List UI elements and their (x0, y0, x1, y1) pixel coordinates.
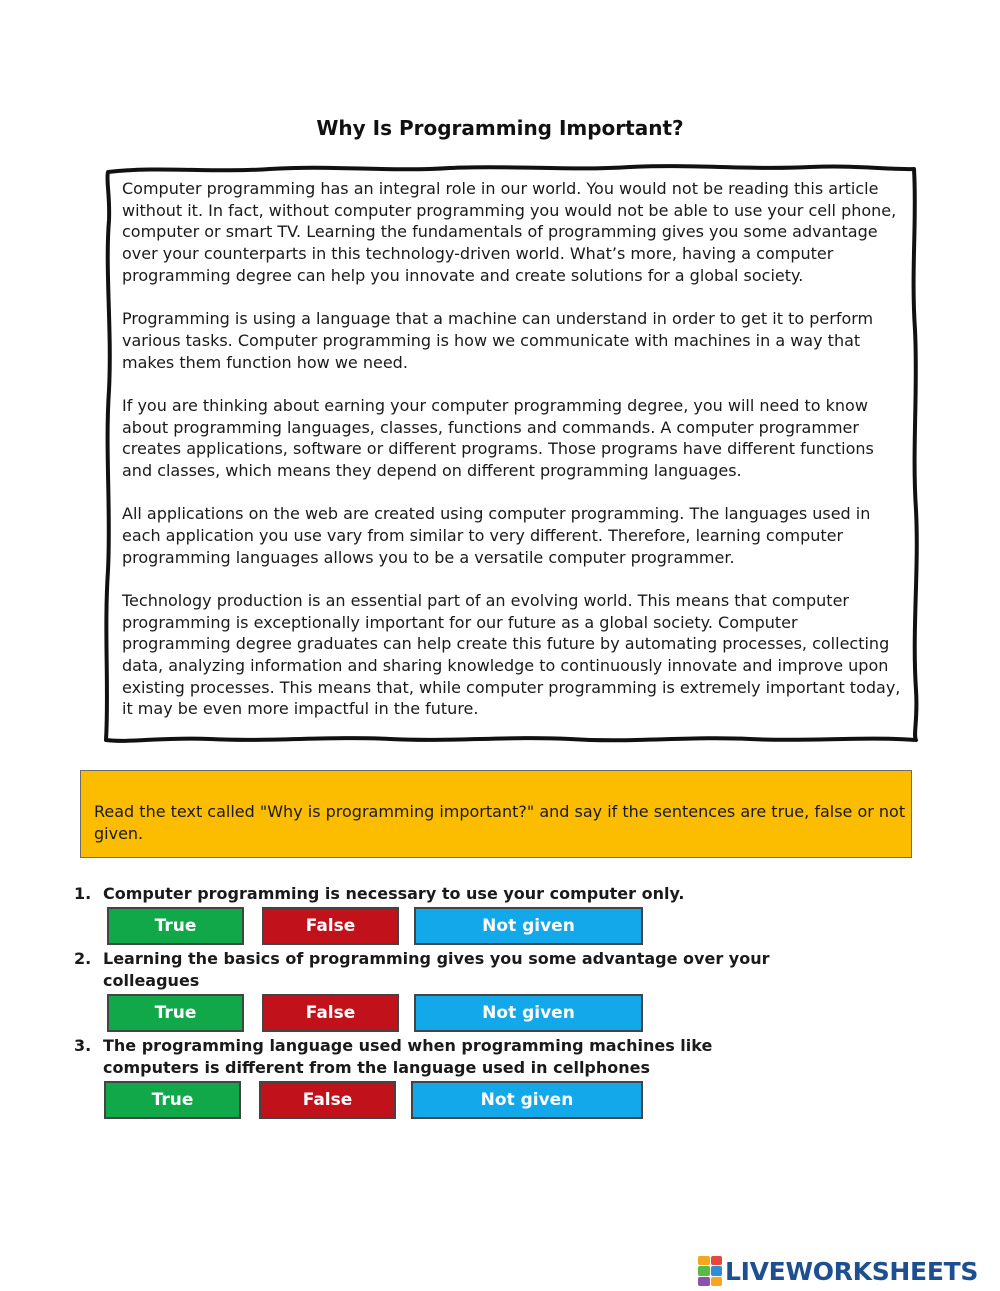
question-text: Computer programming is necessary to use your computer only. (103, 884, 685, 903)
q3-not-given-button[interactable]: Not given (411, 1081, 643, 1119)
logo-text: LIVEWORKSHEETS (725, 1256, 979, 1286)
question-text: Learning the basics of programming gives you some advantage over your colleagues (103, 949, 770, 990)
instruction-text: Read the text called "Why is programming important?" and say if the sentences are true, false or not given. (94, 802, 906, 843)
page-title: Why Is Programming Important? (316, 116, 684, 140)
q1-true-button[interactable]: True (107, 907, 244, 945)
q2-not-given-button[interactable]: Not given (414, 994, 643, 1032)
paragraph-1: Computer programming has an integral role in our world. You would not be reading this article without it. In fact, without computer programming you would not be able to use your cell phone, computer or smart TV. Learning the fundamentals of programming gives you some advantage over your counterparts in this technology-driven world. What’s more, having a computer programming degree can help you innovate and create solutions for a global society. (122, 179, 897, 285)
q1-not-given-button[interactable]: Not given (414, 907, 643, 945)
instruction-box (80, 770, 912, 858)
question-number: 3. (74, 1036, 92, 1055)
q2-true-button[interactable]: True (107, 994, 244, 1032)
paragraph-3: If you are thinking about earning your computer programming degree, you will need to know about programming languages, classes, functions and commands. A computer programmer creates applications, software or different programs. Those programs have different functions and classes, which means they depend on different programming languages. (122, 395, 874, 480)
q3-false-button[interactable]: False (259, 1081, 396, 1119)
paragraph-5: Technology production is an essential part of an evolving world. This means that computer programming is exceptionally important for our future as a global society. Computer programming degree graduates can help create this future by automating processes, collecting data, analyzing information and sharing knowledge to continuously innovate and improve upon existing processes. This means that, while computer programming is extremely important today, it may be even more impactful in the future. (122, 590, 901, 719)
paragraph-2: Programming is using a language that a machine can understand in order to get it to perform various tasks. Computer programming is how we communicate with machines in a way that makes them function how we need. (122, 309, 874, 372)
article-text (122, 178, 902, 742)
logo-blocks-icon (698, 1256, 722, 1286)
q2-false-button[interactable]: False (262, 994, 399, 1032)
liveworksheets-logo[interactable] (698, 1254, 978, 1288)
q1-false-button[interactable]: False (262, 907, 399, 945)
question-number: 1. (74, 884, 92, 903)
paragraph-4: All applications on the web are created using computer programming. The languages used in each application you use vary from similar to very different. Therefore, learning computer programming languages allows you to be a versatile computer programmer. (122, 504, 871, 567)
question-text: The programming language used when programming machines like computers is different from the language used in cellphones (103, 1036, 713, 1077)
question-number: 2. (74, 949, 92, 968)
q3-true-button[interactable]: True (104, 1081, 241, 1119)
